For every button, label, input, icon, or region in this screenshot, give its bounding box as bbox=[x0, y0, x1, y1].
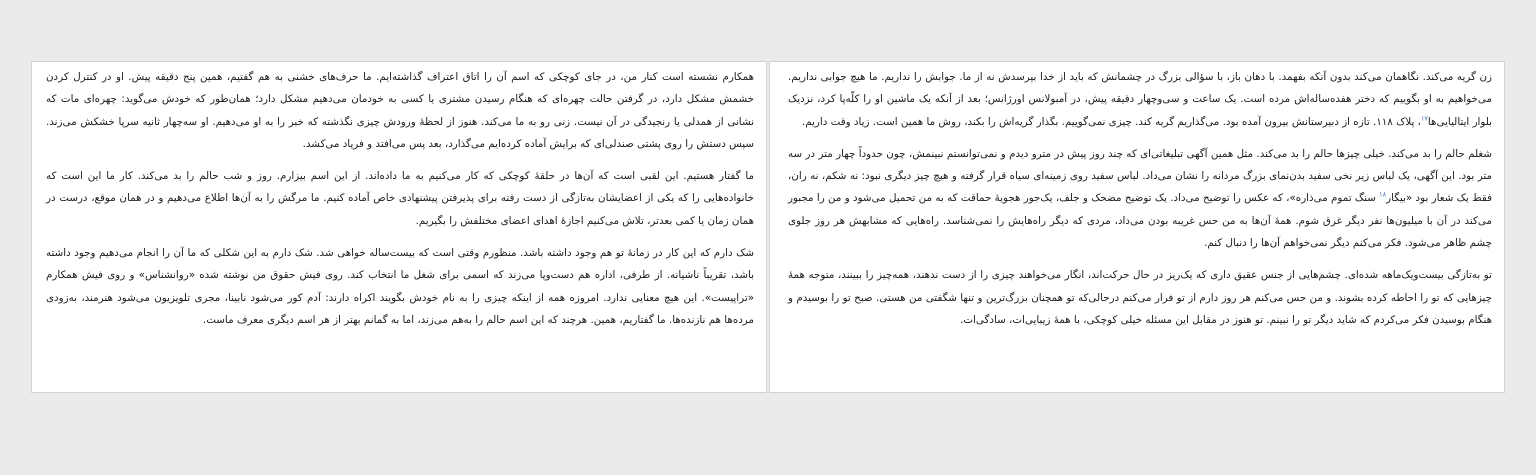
paragraph bbox=[788, 264, 1492, 331]
footnote-marker[interactable]: ۱۸ bbox=[1379, 191, 1387, 200]
paragraph bbox=[788, 143, 1492, 254]
footnote-marker[interactable]: ۱۷ bbox=[1420, 114, 1428, 123]
paragraph-text: ، پلاک ۱۱۸. تازه از دبیرستانش بیرون آمده بود. می‌گذاریم گریه کند. چیزی نمی‌گوییم. بگذار گریه‌اش را بکند، روش ما همین است. زیاد وقت داریم. bbox=[801, 115, 1421, 128]
paragraph-text: زن گریه می‌کند. نگاهمان می‌کند بدون آنکه بفهمد. با دهان باز، با سؤالی بزرگ در چشمانش که باید از خدا بپرسدش نه از ما. جوابش را نداریم. ما هیچ جوابی نداریم. می‌خواهیم به او بگوییم که دختر هفده‌ساله‌اش مرده است. یک ساعت و سی‌وچهار دقیقه پیش، در آمبولانس اورژانس؛ بعد از آنکه یک ماشین او را کلّه‌پا کرد، نزدیک بلوار ایتالیایی‌ها bbox=[788, 71, 1492, 128]
paragraph-text: شک دارم که این کار در زمانهٔ تو هم وجود داشته باشد. منظورم وقتی است که بیست‌ساله خواهی شد. شک دارم به این شکلی که ما آن را انجام می‌دهیم وجود داشته باشد، تقریباً ناشیانه. از طرفی، اداره هم دست‌وپا می‌زند که اسمی برای شغل ما انتخاب کند. روی فیش حقوق من نوشته شده «روانشناس» و روی فیش همکارم «تراپیست». این هیچ معنایی ندارد. امروزه همه از اینکه چیزی را به نام خودش بگویند اکراه دارند: آدم کور می‌شود نابینا، مجری تلویزیون می‌شود هنرمند، به‌زودی مرده‌ها هم نازنده‌ها. ما گفتاریم، همین. هرچند که این اسم حالم را به‌هم می‌زند، اما به گمانم بهتر از هر اسم دیگری معرف ماست. bbox=[46, 247, 754, 326]
paragraph bbox=[46, 66, 754, 155]
paragraph-text: همکارم نشسته است کنار من، در جای کوچکی که اسم آن را اتاق اعتراف گذاشته‌ایم. ما حرف‌های خشنی به هم گفتیم، همین پنج دقیقه پیش. او در کنترل کردن خشمش مشکل دارد، در گرفتن حالت چهره‌ای که هنگام رسیدن مشتری یا کسی به خودمان می‌دهیم مشکل دارد؛ همان‌طور که خودش می‌گوید: چهره‌ای مات که نشانی از همدلی یا رنجیدگی در آن نیست. زنی رو به ما می‌کند. هنوز از لحظهٔ ورودش چیزی نگذشته که خبر را به او می‌دهیم. او سه‌چهار ثانیه سرپا خشکش می‌زند. سپس دستش را روی پشتی صندلی‌ای که برایش آماده کرده‌ایم می‌گذارد، بعد پس می‌افتد و فریاد می‌کشد. bbox=[46, 71, 754, 150]
paragraph-text: شغلم حالم را بد می‌کند. خیلی چیزها حالم را بد می‌کند. مثل همین آگهی تبلیغاتی‌ای که چند روز پیش در مترو دیدم و نمی‌توانستم نبینمش، چون حدوداً چهار متر در سه متر بود. این آگهی، یک لباس زیر نخی سفید بدن‌نمای بزرگ مردانه را نشان می‌داد. لباس سفید روی زمینه‌ای سیاه قرار گرفته و هیچ چیز دیگری نبود: نه شکم، نه ران، فقط یک شعار بود «بیگار bbox=[788, 147, 1492, 205]
paragraph-text: تو به‌تازگی بیست‌ویک‌ماهه شده‌ای. چشم‌هایی از جنس عقیق داری که یک‌ریز در حال حرکت‌اند، انگار می‌خواهند چیزی را از دست ندهند، همه‌چیز را ببینند، متوجه همهٔ چیزهایی که تو را احاطه کرده بشوند. و من حس می‌کنم هر روز دارم از تو فرار می‌کنم درحالی‌که تو همچنان بزرگ‌ترین و تنها شگفتی من هستی. صبح تو را بوسیدم و هنگام بوسیدن فکر می‌کردم که شاید دیگر تو را نبینم. تو هنوز در مقابل این مسئله خیلی کوچکی، با همهٔ زیبایی‌ات، سادگی‌ات. bbox=[788, 269, 1492, 326]
book-page-left bbox=[31, 61, 767, 393]
paragraph-text: سنگ تموم می‌ذاره»، که عکس را توضیح می‌داد. یک توضیح مضحک و جلف، یک‌جور هجویهٔ حماقت که به من تحمیل می‌شود و من را مجبور می‌کند در آن با میلیون‌ها نفر دیگر غرق شوم. همهٔ آن‌ها به من حس غریبه بودن می‌داد، مردی که دیگر راه‌هایش را نمی‌شناسد. راه‌هایی که مشابهش هر روز جلوی چشم ظاهر می‌شود. فکر می‌کنم دیگر نمی‌خواهم آن‌ها را دنبال کنم. bbox=[788, 192, 1492, 250]
paragraph-text: ما گفتار هستیم. این لقبی است که آن‌ها در حلقهٔ کوچکی که کار می‌کنیم به ما داده‌اند. از این اسم بیزارم. روز و شب حالم را بد می‌کند. کار ما این است که خانواده‌هایی را که یکی از اعضایشان به‌تازگی از دست رفته برای پذیرفتن پیشنهادی خاص آماده کنیم. ما مرگش را به آن‌ها اطلاع می‌دهیم و در همان موقع، درست در همان زمان یا کمی بعدتر، تلاش می‌کنیم اجازهٔ اهدای اعضای مختلفش را بگیریم. bbox=[46, 170, 754, 227]
paragraph bbox=[46, 165, 754, 232]
paragraph bbox=[788, 66, 1492, 133]
book-page-right bbox=[769, 61, 1505, 393]
paragraph bbox=[46, 242, 754, 331]
